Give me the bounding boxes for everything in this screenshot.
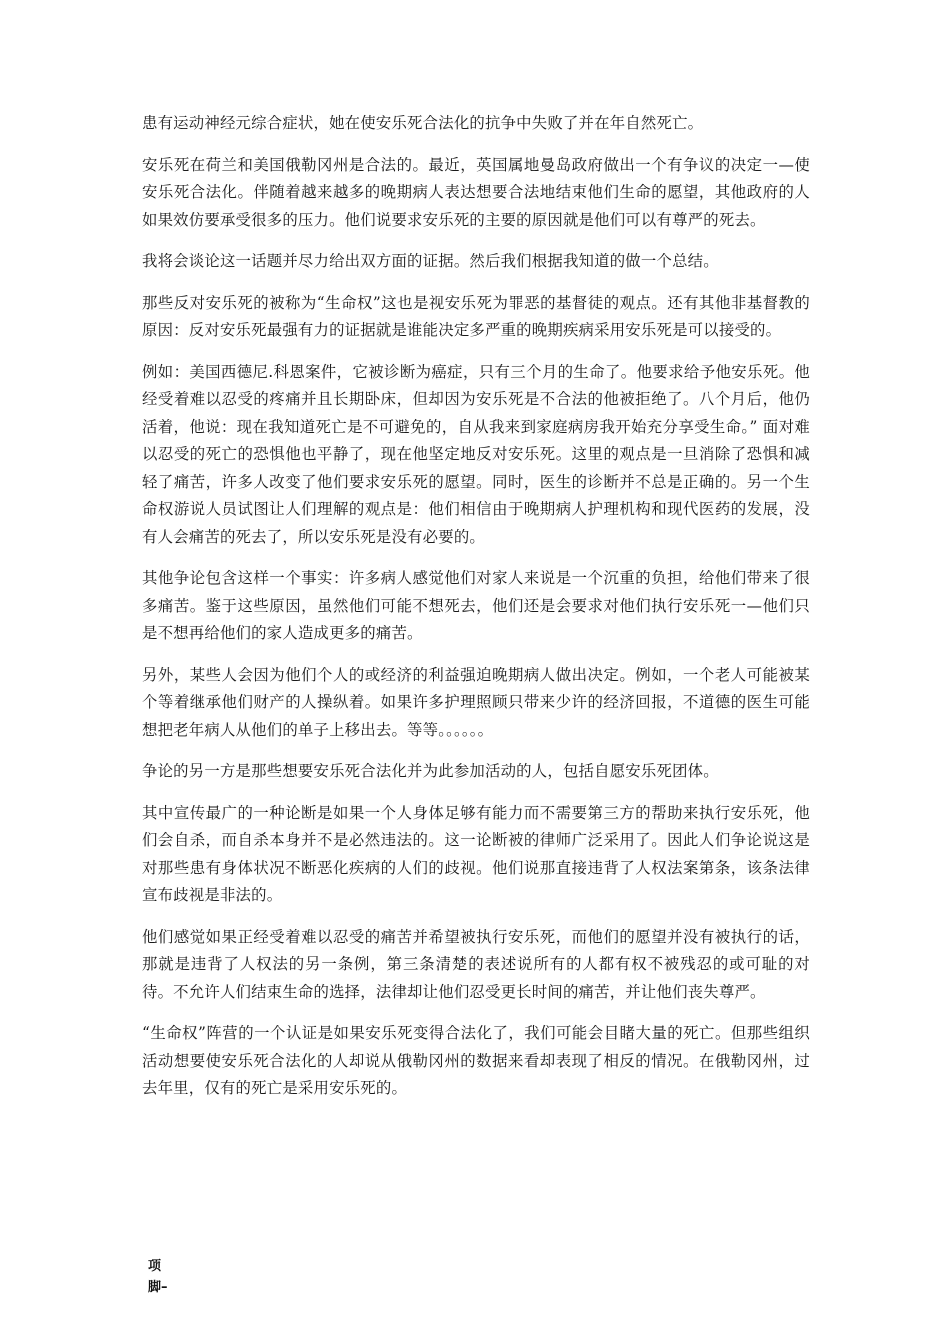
paragraph-6: 其他争论包含这样一个事实：许多病人感觉他们对家人来说是一个沉重的负担，给他们带来了很多痛苦。鉴于这些原因，虽然他们可能不想死去，他们还是会要求对他们执行安乐死一—他们只是不想再给他们的家人造成更多的痛苦。 (142, 569, 810, 642)
paragraph-10: 他们感觉如果正经受着难以忍受的痛苦并希望被执行安乐死，而他们的愿望并没有被执行的话，那就是违背了人权法的另一条例，第三条清楚的表述说所有的人都有权不被残忍的或可耻的对待。不允许人们结束生命的选择，法律却让他们忍受更长时间的痛苦，并让他们丧失尊严。 (142, 927, 810, 1001)
document-body (142, 110, 810, 1117)
paragraph-7: 另外，某些人会因为他们个人的或经济的利益强迫晚期病人做出决定。例如，一个老人可能被某个等着继承他们财产的人操纵着。如果许多护理照顾只带来少许的经济回报，不道德的医生可能想把老年病人从他们的单子上移出去。等等。。。。。。 (142, 665, 810, 739)
paragraph-8: 争论的另一方是那些想要安乐死合法化并为此参加活动的人，包括自愿安乐死团体。 (142, 762, 719, 780)
paragraph-2: 安乐死在荷兰和美国俄勒冈州是合法的。最近，英国属地曼岛政府做出一个有争议的决定一—使安乐死合法化。伴随着越来越多的晚期病人表达想要合法地结束他们生命的愿望，其他政府的人如果效仿要承受很多的压力。他们说要求安乐死的主要的原因就是他们可以有尊严的死去。 (142, 155, 810, 229)
paragraph-5: 例如：美国西德尼.科恩案件，它被诊断为癌症，只有三个月的生命了。他要求给予他安乐死。他经受着难以忍受的疼痛并且长期卧床，但却因为安乐死是不合法的他被拒绝了。八个月后，他仍活着，他说：现在我知道死亡是不可避免的，自从我来到家庭病房我开始充分享受生命。” 面对难以忍受的死亡的恐惧他也平静了，现在他坚定地反对安乐死。这里的观点是一旦消除了恐惧和减轻了痛苦，许多人改变了他们要求安乐死的愿望。同时，医生的诊断并不总是正确的。另一个生命权游说人员试图让人们理解的观点是：他们相信由于晚期病人护理机构和现代医药的发展，没有人会痛苦的死去了，所以安乐死是没有必要的。 (142, 362, 810, 546)
paragraph-3: 我将会谈论这一话题并尽力给出双方面的证据。然后我们根据我知道的做一个总结。 (142, 252, 719, 270)
paragraph-9: 其中宣传最广的一种论断是如果一个人身体足够有能力而不需要第三方的帮助来执行安乐死，他们会自杀，而自杀本身并不是必然违法的。这一论断被的律师广泛采用了。因此人们争论说这是对那些患有身体状况不断恶化疾病的人们的歧视。他们说那直接违背了人权法案第条，该条法律宣布歧视是非法的。 (142, 803, 810, 904)
paragraph-1: 患有运动神经元综合症状，她在使安乐死合法化的抗争中失败了并在年自然死亡。 (142, 114, 704, 132)
paragraph-11: “生命权”阵营的一个认证是如果安乐死变得合法化了，我们可能会目睹大量的死亡。但那些组织活动想要使安乐死合法化的人却说从俄勒冈州的数据来看却表现了相反的情况。在俄勒冈州，过去年里，仅有的死亡是采用安乐死的。 (142, 1024, 810, 1097)
footer-line-1: 项 (148, 1259, 162, 1274)
page-footer (148, 1256, 168, 1298)
paragraph-4: 那些反对安乐死的被称为“生命权”这也是视安乐死为罪恶的基督徒的观点。还有其他非基督教的原因：反对安乐死最强有力的证据就是谁能决定多严重的晚期疾病采用安乐死是可以接受的。 (142, 293, 810, 339)
footer-line-2: 脚– (148, 1280, 168, 1295)
